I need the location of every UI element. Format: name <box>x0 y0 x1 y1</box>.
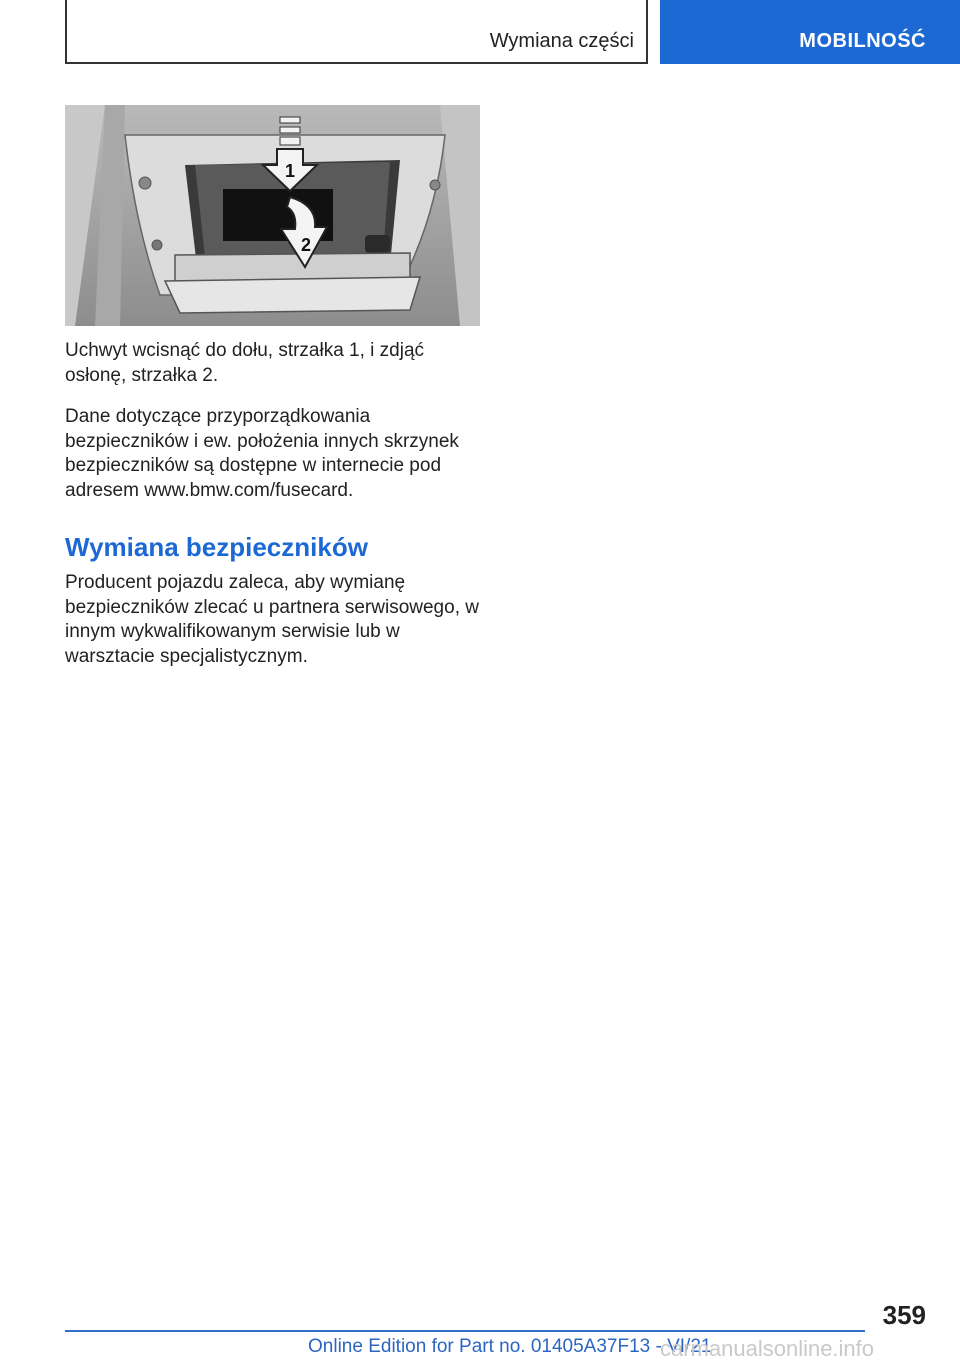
fuse-box-cover-illustration <box>65 105 480 326</box>
paragraph-manufacturer-recommendation: Producent pojazdu zaleca, aby wymianę bezpieczników zlecać u partnera serwisowego, w innym wykwalifikowanym serwisie lub w warsztacie specjalistycznym. <box>65 572 479 667</box>
footer-edition: Online Edition for Part no. 01405A37F13 - VI/21 <box>308 1336 712 1357</box>
chapter-title: MOBILNOŚĆ <box>799 30 926 52</box>
header-section-box <box>65 0 648 64</box>
paragraph-press-holder: Uchwyt wcisnąć do dołu, strzałka 1, i zdjąć osłonę, strzałka 2. <box>65 340 425 386</box>
paragraph-fuse-assignment: Dane dotyczące przyporządkowania bezpieczników i ew. położenia innych skrzynek bezpieczników są dostępne w internecie pod adresem www.bmw.com/fusecard. <box>65 406 459 501</box>
arrow-label-2: 2 <box>301 235 312 255</box>
footer-divider <box>65 1330 865 1332</box>
arrow-label-1: 1 <box>285 161 296 181</box>
watermark: carmanualsonline.info <box>660 1336 875 1361</box>
header-chapter-box <box>660 0 960 64</box>
section-heading: Wymiana bezpieczników <box>65 532 368 562</box>
section-title: Wymiana części <box>489 30 634 52</box>
page-number: 359 <box>882 1300 926 1330</box>
